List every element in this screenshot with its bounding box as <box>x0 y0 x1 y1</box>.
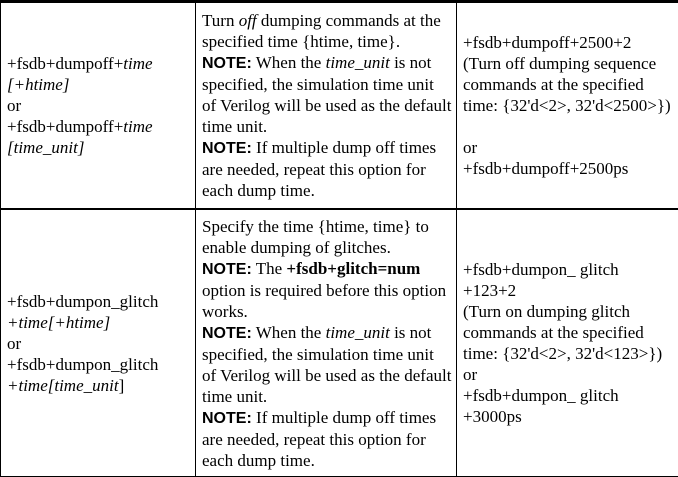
description-cell <box>196 209 457 476</box>
or-text: or <box>463 138 478 158</box>
option-text: ] <box>118 375 125 395</box>
example-cell <box>457 2 678 210</box>
note-label: NOTE: <box>202 140 252 158</box>
description-cell <box>196 2 457 210</box>
option-text: +fsdb+dumpon_glitch <box>7 291 159 311</box>
description-italic: time_unit <box>325 322 390 342</box>
option-cell <box>1 209 196 476</box>
description-text: If multiple dump off times are needed, repeat this option for each dump time. <box>202 407 437 470</box>
note-label: NOTE: <box>202 260 252 278</box>
note-label: NOTE: <box>202 55 252 73</box>
option-cell <box>1 2 196 210</box>
description-bold: +fsdb+glitch=num <box>286 258 421 278</box>
note-label: NOTE: <box>202 324 252 342</box>
description-text: The <box>251 258 287 278</box>
description-text: Turn <box>202 11 239 31</box>
option-text: +fsdb+dumpoff+ <box>7 117 124 137</box>
description-text: If multiple dump off times are needed, repeat this option for each dump time. <box>202 138 437 201</box>
example-text: +fsdb+dumpoff+2500ps <box>463 159 629 179</box>
description-italic: time_unit <box>325 53 390 73</box>
option-italic: time <box>123 54 153 74</box>
option-italic: [time_unit] <box>7 138 85 158</box>
description-text: is not specified, the simulation time unit of Verilog will be used as the default time unit. <box>202 322 452 406</box>
example-cell <box>457 209 678 476</box>
example-text: +fsdb+dumpon_ glitch +123+2 <box>463 260 619 301</box>
option-text: +fsdb+dumpon_glitch <box>7 354 159 374</box>
table-row <box>1 2 678 210</box>
description-text: When the <box>251 322 326 342</box>
example-text: +fsdb+dumpoff+2500+2 <box>463 33 632 53</box>
option-text: +fsdb+dumpoff+ <box>7 54 124 74</box>
description-text: option is required before this option works. <box>202 280 447 321</box>
or-text: or <box>463 365 478 385</box>
description-text: Specify the time {htime, time} to enable dumping of glitches. <box>202 216 429 257</box>
description-text: dumping commands at the specified time {htime, time}. <box>202 11 441 52</box>
description-italic: off <box>238 11 257 31</box>
example-text: (Turn off dumping sequence commands at the specified time: {32'd<2>, 32'd<2500>}) <box>463 54 671 116</box>
or-text: or <box>7 96 22 116</box>
or-text: or <box>7 333 22 353</box>
note-label: NOTE: <box>202 409 252 427</box>
option-italic: [+htime] <box>7 75 70 95</box>
description-text: When the <box>251 53 326 73</box>
table-row <box>1 209 678 476</box>
option-italic: +time[+htime] <box>7 312 111 332</box>
example-text: (Turn on dumping glitch commands at the specified time: {32'd<2>, 32'd<123>}) <box>463 302 663 364</box>
option-italic: time <box>123 117 153 137</box>
option-italic: +time[time_unit <box>7 375 119 395</box>
description-text: is not specified, the simulation time unit of Verilog will be used as the default time unit. <box>202 53 452 137</box>
example-text: +fsdb+dumpon_ glitch +3000ps <box>463 386 619 427</box>
